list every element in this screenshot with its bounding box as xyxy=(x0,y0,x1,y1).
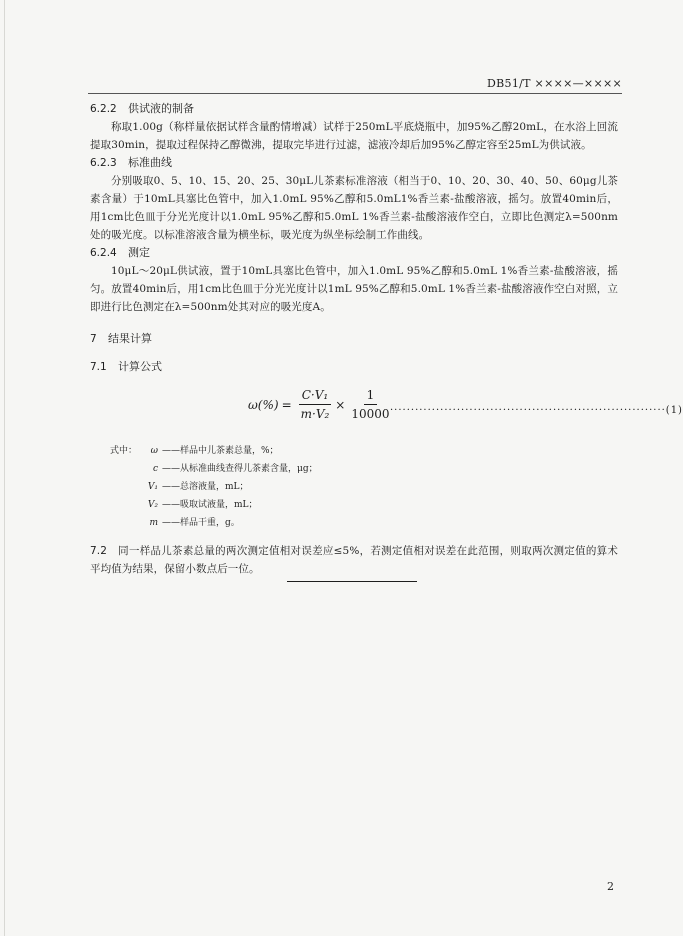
formula xyxy=(248,388,396,421)
section-7-heading: 7 结果计算 xyxy=(90,332,152,345)
formula-block xyxy=(90,380,683,438)
page-edge xyxy=(4,0,5,936)
section-6-2-2-heading: 6.2.2 供试液的制备 xyxy=(90,102,194,115)
section-7-2-number: 7.2 xyxy=(90,545,107,557)
doc-code: DB51/T ××××—×××× xyxy=(487,77,622,90)
section-6-2-3-body: 分别吸取0、5、10、15、20、25、30μL儿茶素标准溶液（相当于0、10、20、30、40、50、60μg儿茶素含量）于10mL具塞比色管中，加入1.0mL 95%乙醇和5.0mL1%香兰素-盐酸溶液，摇匀。放置40min后，用1cm比色皿于分光光度计以1.0mL 95%乙醇和5.0mL 1%香兰素-盐酸溶液作空白，立即比色测定λ=500nm处的吸光度。以标准溶液含量为横坐标，吸光度为纵坐标绘制工作曲线。 xyxy=(90,175,618,241)
variable-symbol: c xyxy=(152,464,158,474)
variable-symbol: V₂ xyxy=(147,500,158,510)
end-rule xyxy=(287,581,417,582)
variable-symbol: m xyxy=(149,518,158,528)
definition-row xyxy=(90,460,618,478)
formula-numerator-2: 1 xyxy=(364,388,378,405)
page-number: 2 xyxy=(607,880,614,893)
equation-number: (1) xyxy=(665,405,683,416)
formula-numerator: C·V₁ xyxy=(299,388,331,405)
section-7-2-body: 同一样品儿茶素总量的两次测定值相对误差应≤5%，若测定值相对误差在此范围，则取两次测定值的算术平均值为结果，保留小数点后一位。 xyxy=(90,545,618,575)
variable-description: ——从标准曲线查得儿茶素含量，μg； xyxy=(162,464,318,474)
formula-equals: = xyxy=(281,397,292,412)
variable-definitions xyxy=(90,442,618,532)
formula-fraction-1 xyxy=(298,388,333,421)
variable-description: ——样品干重，g。 xyxy=(162,518,240,528)
section-6-2-2-body: 称取1.00g（称样量依据试样含量酌情增减）试样于250mL平底烧瓶中，加95%乙醇20mL，在水浴上回流提取30min，提取过程保持乙醇微沸，提取完毕进行过滤，滤液冷却后加95%乙醇定容至25mL为供试液。 xyxy=(90,121,618,151)
section-7-1-heading: 7.1 计算公式 xyxy=(90,360,162,373)
definition-row xyxy=(90,514,618,532)
definition-row xyxy=(90,442,618,460)
variable-description: ——总溶液量，mL； xyxy=(162,482,249,492)
formula-fraction-2 xyxy=(348,388,392,421)
section-6-2-3-heading: 6.2.3 标准曲线 xyxy=(90,156,172,169)
definitions-intro: 式中： xyxy=(110,446,138,456)
formula-denominator: m·V₂ xyxy=(300,407,330,421)
section-6-2-4-body: 10μL～20μL供试液，置于10mL具塞比色管中，加入1.0mL 95%乙醇和5.0mL 1%香兰素-盐酸溶液，摇匀。放置40min后，用1cm比色皿于分光光度计以1mL 95%乙醇和5.0mL 1%香兰素-盐酸溶液作空白对照，立即进行比色测定在λ=500nm处其对应的吸光度A。 xyxy=(90,265,618,313)
definition-row xyxy=(90,478,618,496)
variable-symbol: ω xyxy=(150,446,158,456)
document-body xyxy=(90,100,683,578)
section-7-2-paragraph xyxy=(90,542,618,578)
header-rule xyxy=(88,93,622,94)
leader-dots: ·································································· xyxy=(390,405,666,416)
definition-row xyxy=(90,496,618,514)
formula-lhs: ω(%) xyxy=(248,397,279,412)
variable-description: ——吸取试液量，mL； xyxy=(162,500,258,510)
formula-leader xyxy=(390,405,683,416)
variable-symbol: V₁ xyxy=(147,482,158,492)
variable-description: ——样品中儿茶素总量，%； xyxy=(162,446,279,456)
formula-denominator-2: 10000 xyxy=(351,407,390,421)
section-6-2-4-heading: 6.2.4 测定 xyxy=(90,246,150,259)
formula-times: × xyxy=(335,397,346,412)
